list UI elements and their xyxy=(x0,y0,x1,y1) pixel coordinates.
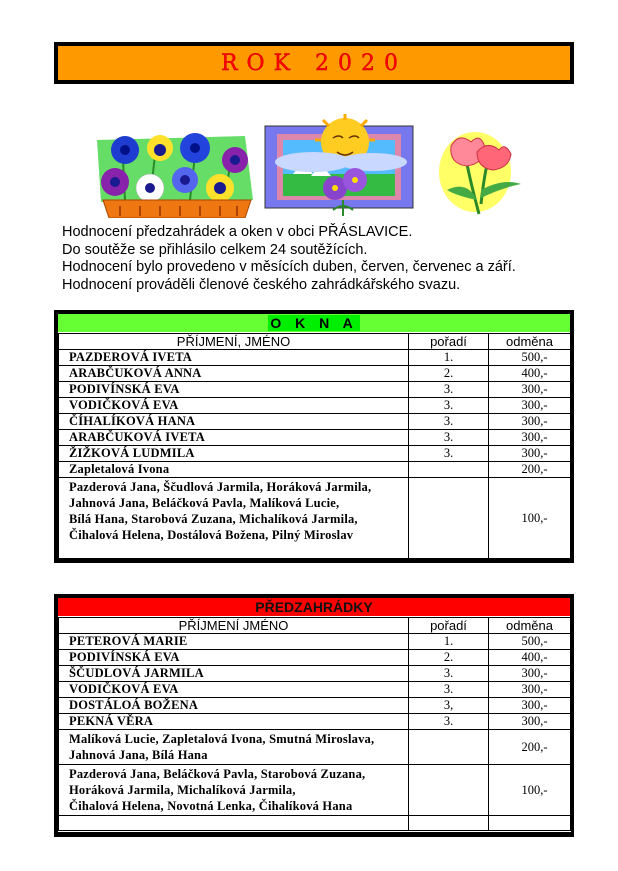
contestant-name: PODIVÍNSKÁ EVA xyxy=(59,650,409,666)
column-header-rank: pořadí xyxy=(409,334,489,350)
contestant-reward: 200,- xyxy=(489,462,571,478)
contestant-rank: 3. xyxy=(409,714,489,730)
group-names-line: Bílá Hana, Starobová Zuzana, Michalíková Jarmila, xyxy=(69,512,358,526)
contestant-name: PETEROVÁ MARIE xyxy=(59,634,409,650)
group-names xyxy=(59,765,409,816)
contestant-rank: 2. xyxy=(409,650,489,666)
table-row xyxy=(59,366,571,382)
contestant-rank: 3. xyxy=(409,398,489,414)
predzahradky-table xyxy=(58,617,571,833)
table-row-group xyxy=(59,730,571,765)
group-names xyxy=(59,730,409,765)
contestant-rank xyxy=(409,462,489,478)
contestant-name: ARABČUKOVÁ IVETA xyxy=(59,430,409,446)
contestant-name: VODIČKOVÁ EVA xyxy=(59,682,409,698)
contestant-name: DOSTÁLOÁ BOŽENA xyxy=(59,698,409,714)
group-rank xyxy=(409,478,489,559)
page-title: ROK 2020 xyxy=(220,50,408,76)
contestant-name: ČÍHALÍKOVÁ HANA xyxy=(59,414,409,430)
table-row xyxy=(59,350,571,366)
pansies-flower-box-image xyxy=(95,130,255,218)
intro-text xyxy=(62,224,516,294)
intro-line: Do soutěže se přihlásilo celkem 24 soutěžících. xyxy=(62,241,368,258)
group-names-line: Čihalová Helena, Novotná Lenka, Čihalíková Hana xyxy=(69,799,353,813)
table-row xyxy=(59,398,571,414)
predzahradky-heading xyxy=(58,598,570,617)
contestant-reward: 300,- xyxy=(489,714,571,730)
contestant-name: ŠČUDLOVÁ JARMILA xyxy=(59,666,409,682)
table-row-empty xyxy=(59,816,571,832)
column-header-name: PŘÍJMENÍ JMÉNO xyxy=(59,618,409,634)
column-header-name: PŘÍJMENÍ, JMÉNO xyxy=(59,334,409,350)
contestant-rank: 1. xyxy=(409,350,489,366)
contestant-rank: 3. xyxy=(409,382,489,398)
group-names-line: Jahnová Jana, Beláčková Pavla, Malíková Lucie, xyxy=(69,496,340,510)
table-row xyxy=(59,666,571,682)
table-row xyxy=(59,382,571,398)
clipart-row xyxy=(95,112,525,220)
sun-window-image xyxy=(263,114,415,218)
contestant-reward: 300,- xyxy=(489,446,571,462)
group-names-line: Jahnová Jana, Bílá Hana xyxy=(69,748,208,762)
group-names-line: Pazderová Jana, Ščudlová Jarmila, Horáková Jarmila, xyxy=(69,480,372,494)
title-banner xyxy=(54,42,574,84)
contestant-rank: 3, xyxy=(409,698,489,714)
contestant-rank: 2. xyxy=(409,366,489,382)
contestant-reward: 300,- xyxy=(489,430,571,446)
contestant-name: ARABČUKOVÁ ANNA xyxy=(59,366,409,382)
table-row xyxy=(59,682,571,698)
group-rank xyxy=(409,765,489,816)
contestant-reward: 300,- xyxy=(489,382,571,398)
group-reward: 200,- xyxy=(489,730,571,765)
table-row xyxy=(59,430,571,446)
group-names-line: Horáková Jarmila, Michalíková Jarmila, xyxy=(69,783,296,797)
contestant-name: Zapletalová Ivona xyxy=(59,462,409,478)
table-row xyxy=(59,634,571,650)
intro-line: Hodnocení bylo provedeno v měsících duben, červen, červenec a září. xyxy=(62,259,516,275)
table-row xyxy=(59,414,571,430)
group-names-line: Pazderová Jana, Beláčková Pavla, Starobová Zuzana, xyxy=(69,767,366,781)
contestant-name: PODIVÍNSKÁ EVA xyxy=(59,382,409,398)
table-row xyxy=(59,446,571,462)
predzahradky-heading-text: PŘEDZAHRÁDKY xyxy=(255,599,373,615)
okna-heading xyxy=(58,314,570,333)
contestant-name: PAZDEROVÁ IVETA xyxy=(59,350,409,366)
contestant-rank: 3. xyxy=(409,682,489,698)
group-rank xyxy=(409,730,489,765)
table-row-group xyxy=(59,765,571,816)
group-names-line: Malíková Lucie, Zapletalová Ivona, Smutná Miroslava, xyxy=(69,732,375,746)
tulips-image xyxy=(417,130,525,216)
okna-table xyxy=(58,333,571,559)
contestant-reward: 300,- xyxy=(489,398,571,414)
column-header-rank: pořadí xyxy=(409,618,489,634)
contestant-name: ŽIŽKOVÁ LUDMILA xyxy=(59,446,409,462)
empty-cell xyxy=(489,816,571,832)
intro-line: Hodnocení prováděli členové českého zahrádkářského svazu. xyxy=(62,276,461,293)
table-row xyxy=(59,698,571,714)
table-row-group xyxy=(59,478,571,559)
contestant-reward: 300,- xyxy=(489,698,571,714)
group-reward: 100,- xyxy=(489,765,571,816)
table-header-row xyxy=(59,334,571,350)
contestant-rank: 3. xyxy=(409,430,489,446)
table-row xyxy=(59,714,571,730)
table-row xyxy=(59,462,571,478)
contestant-rank: 3. xyxy=(409,666,489,682)
contestant-rank: 3. xyxy=(409,414,489,430)
contestant-reward: 400,- xyxy=(489,650,571,666)
contestant-rank: 1. xyxy=(409,634,489,650)
group-reward: 100,- xyxy=(489,478,571,559)
contestant-reward: 500,- xyxy=(489,634,571,650)
empty-cell xyxy=(59,816,409,832)
intro-line: Hodnocení předzahrádek a oken v obci PŘÁSLAVICE. xyxy=(62,224,413,240)
contestant-name: PEKNÁ VĚRA xyxy=(59,714,409,730)
contestant-reward: 400,- xyxy=(489,366,571,382)
okna-heading-text: O K N A xyxy=(270,315,358,331)
contestant-reward: 300,- xyxy=(489,414,571,430)
contestant-name: VODIČKOVÁ EVA xyxy=(59,398,409,414)
okna-section xyxy=(54,310,574,563)
contestant-reward: 300,- xyxy=(489,666,571,682)
predzahradky-section xyxy=(54,594,574,837)
column-header-reward: odměna xyxy=(489,334,571,350)
group-names-line: Čihalová Helena, Dostálová Božena, Pilný Miroslav xyxy=(69,528,354,542)
table-row xyxy=(59,650,571,666)
group-names xyxy=(59,478,409,559)
contestant-rank: 3. xyxy=(409,446,489,462)
contestant-reward: 300,- xyxy=(489,682,571,698)
contestant-reward: 500,- xyxy=(489,350,571,366)
table-header-row xyxy=(59,618,571,634)
column-header-reward: odměna xyxy=(489,618,571,634)
empty-cell xyxy=(409,816,489,832)
